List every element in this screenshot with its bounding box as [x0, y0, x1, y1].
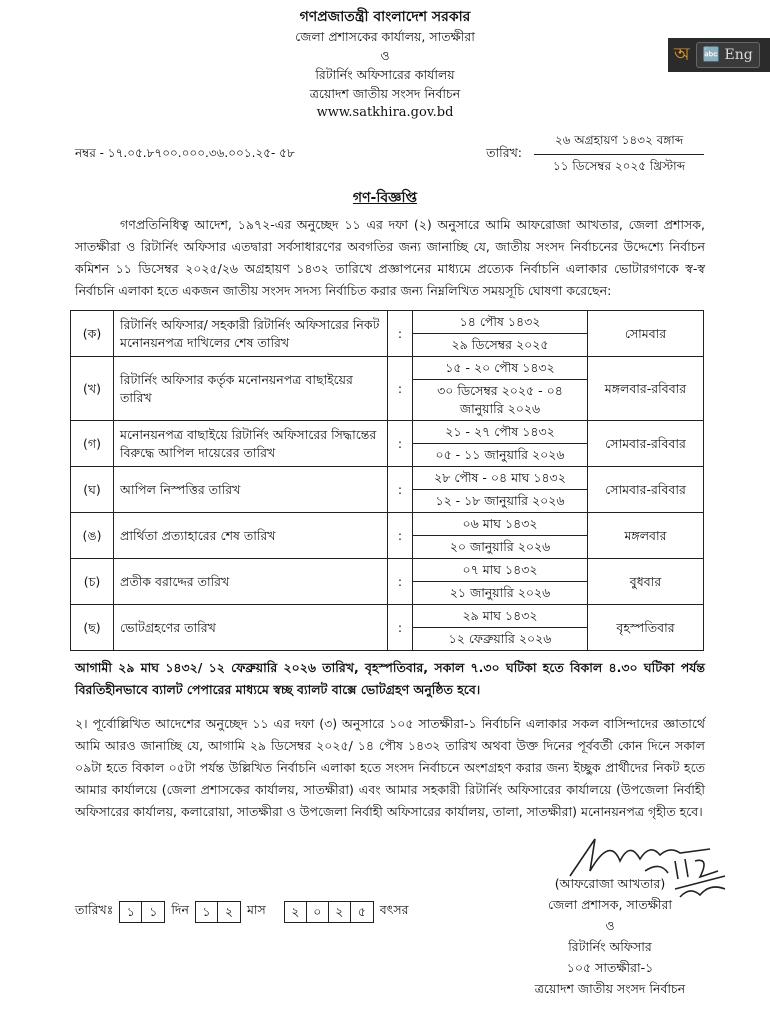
row-label: (চ) — [71, 559, 114, 605]
intro-paragraph: গণপ্রতিনিধিত্ব আদেশ, ১৯৭২-এর অনুচ্ছেদ ১১ এর দফা (২) অনুসারে আমি আফরোজা আখতার, জেলা প্রশাসক, সাতক্ষীরা ও রিটার্নিং অফিসার এতদ্বারা সর্বসাধারণের অবগতির জন্য জানাচ্ছি যে, জাতীয় সংসদ নির্বাচনের উদ্দেশ্যে নির্বাচন কমিশন ১১ ডিসেম্বর ২০২৫/২৬ অগ্রহায়ণ ১৪৩২ তারিখে প্রজ্ঞাপনের মাধ্যমে প্রত্যেক নির্বাচনি এলাকার ভোটারগণকে স্ব-স্ব নির্বাচনি এলাকা হতে একজন জাতীয় সংসদ সদস্য নির্বাচিত করার জন্য নিম্নলিখিত সময়সূচি ঘোষণা করেছেন: — [75, 217, 705, 298]
weekday: সোমবার-রবিবার — [588, 467, 704, 513]
paragraph-2: ২। পূর্বোল্লিখিত আদেশের অনুচ্ছেদ ১১ এর দফা (৩) অনুসারে ১০৫ সাতক্ষীরা-১ নির্বাচনি এলাকার সকল বাসিন্দাদের জ্ঞাতার্থে আমি আরও জানাচ্ছি যে, আগামি ২৯ ডিসেম্বর ২০২৫/ ১৪ পৌষ ১৪৩২ তারিখ অথবা উক্ত দিনের পূর্ববর্তী কোন দিনে সকাল ০৯টা হতে বিকাল ০৫টা পর্যন্ত উল্লিখিত নির্বাচনি এলাকা হতে সংসদ নির্বাচনে অংশগ্রহণ করার জন্য ইচ্ছুক প্রার্থীদের নিকট হতে আমার কার্যালয়ে (জেলা প্রশাসকের কার্যালয়, সাতক্ষীরা) এবং আমার সহকারী রিটার্নিং অফিসারের কার্যালয়ে (উপজেলা নির্বাহী অফিসারের কার্যালয়, কলারোয়া, সাতক্ষীরা ও উপজেলা নির্বাহী অফিসারের কার্যালয়, তালা, সাতক্ষীরা) মনোনয়নপত্র গৃহীত হবে। — [75, 716, 705, 819]
date-english: ২৯ ডিসেম্বর ২০২৫ — [413, 334, 588, 357]
digit: ২ — [224, 904, 234, 919]
weekday: বৃহস্পতিবার — [588, 605, 704, 651]
row-label: (ছ) — [71, 605, 114, 651]
weekday: সোমবার-রবিবার — [588, 421, 704, 467]
constituency: ১০৫ সাতক্ষীরা-১ — [566, 960, 654, 975]
bangla-input-icon[interactable]: অ — [674, 43, 690, 65]
row-colon: : — [388, 421, 413, 467]
schedule-row — [71, 421, 704, 444]
signature-block — [510, 873, 710, 999]
returning-office: রিটার্নিং অফিসারের কার্যালয় — [315, 67, 455, 82]
title-text: গণ-বিজ্ঞপ্তি — [352, 190, 418, 206]
memo-date — [534, 132, 704, 178]
english-language-button[interactable] — [696, 42, 760, 68]
schedule-row — [71, 467, 704, 490]
year-label: বৎসর — [379, 902, 409, 917]
row-description: রিটার্নিং অফিসার/ সহকারী রিটার্নিং অফিসারের নিকট মনোনয়নপত্র দাখিলের শেষ তারিখ — [114, 311, 388, 357]
digit: ১ — [149, 904, 158, 919]
weekday: সোমবার — [588, 311, 704, 357]
schedule-row — [71, 311, 704, 334]
weekday: মঙ্গলবার-রবিবার — [588, 357, 704, 421]
page-title — [0, 186, 770, 210]
voting-note: আগামী ২৯ মাঘ ১৪৩২/ ১২ ফেব্রুয়ারি ২০২৬ তারিখ, বৃহস্পতিবার, সকাল ৭.৩০ ঘটিকা হতে বিকাল ৪.৩০ ঘটিকা পর্যন্ত বিরতিহীনভাবে ব্যালট পেপারের মাধ্যমে স্বচ্ছ ব্যালট বাক্সে ভোটগ্রহণ অনুষ্ঠিত হবে। — [75, 660, 705, 697]
letterhead — [185, 8, 585, 122]
date-bangla: ২৯ মাঘ ১৪৩২ — [413, 605, 588, 628]
signatory-role: রিটার্নিং অফিসার — [568, 939, 652, 954]
signatory-name: (আফরোজা আখতার) — [554, 876, 666, 891]
row-description: মনোনয়নপত্র বাছাইয়ে রিটার্নিং অফিসারের সিদ্ধান্তের বিরুদ্ধে আপিল দায়েরের তারিখ — [114, 421, 388, 467]
date-bangla: ০৭ মাঘ ১৪৩২ — [413, 559, 588, 582]
schedule-row — [71, 513, 704, 536]
language-label: Eng — [724, 47, 753, 63]
day-label: দিন — [171, 902, 189, 917]
date-english: ১১ ডিসেম্বর ২০২৫ খ্রিস্টাব্দ — [552, 159, 686, 173]
date-bangla: ২১ - ২৭ পৌষ ১৪৩২ — [413, 421, 588, 444]
row-description: রিটার্নিং অফিসার কর্তৃক মনোনয়নপত্র বাছাইয়ের তারিখ — [114, 357, 388, 421]
language-bar[interactable] — [668, 38, 770, 72]
schedule-row — [71, 559, 704, 582]
date-bangla: ২৮ পৌষ - ০৪ মাঘ ১৪৩২ — [413, 467, 588, 490]
weekday: মঙ্গলবার — [588, 513, 704, 559]
bottom-section — [75, 831, 710, 999]
weekday: বুধবার — [588, 559, 704, 605]
conjunction: ও — [380, 48, 390, 63]
date-english: ১২ ফেব্রুয়ারি ২০২৬ — [413, 628, 588, 651]
digit: ২ — [329, 902, 351, 922]
row-label: (গ) — [71, 421, 114, 467]
date-bangla: ১৫ - ২০ পৌষ ১৪৩২ — [413, 357, 588, 380]
digit: ৫ — [357, 904, 366, 919]
row-colon: : — [388, 513, 413, 559]
memo-row — [75, 132, 704, 178]
row-description: প্রার্থিতা প্রত্যাহারের শেষ তারিখ — [114, 513, 388, 559]
date-bangla: ০৬ মাঘ ১৪৩২ — [413, 513, 588, 536]
row-description: প্রতীক বরাদ্দের তারিখ — [114, 559, 388, 605]
row-description: ভোটগ্রহণের তারিখ — [114, 605, 388, 651]
date-bangla: ২৬ অগ্রহায়ণ ১৪৩২ বঙ্গাব্দ — [534, 132, 704, 155]
digit: ১ — [196, 902, 218, 922]
row-colon: : — [388, 605, 413, 651]
election-schedule-table — [70, 310, 704, 651]
date-bangla: ১৪ পৌষ ১৪৩২ — [413, 311, 588, 334]
year-box — [284, 901, 374, 923]
govt-name: গণপ্রজাতন্ত্রী বাংলাদেশ সরকার — [299, 9, 471, 25]
website: www.satkhira.gov.bd — [316, 105, 454, 120]
schedule-row — [71, 357, 704, 380]
month-box — [195, 901, 241, 923]
election-name: ত্রয়োদশ জাতীয় সংসদ নির্বাচন — [309, 86, 461, 101]
row-colon: : — [388, 311, 413, 357]
date-boxes — [75, 901, 409, 923]
row-colon: : — [388, 357, 413, 421]
signature-area — [510, 831, 710, 999]
row-colon: : — [388, 559, 413, 605]
signatory-title: জেলা প্রশাসক, সাতক্ষীরা — [548, 897, 672, 912]
date-label: তারিখ: — [486, 145, 522, 160]
date-english: ১২ - ১৮ জানুয়ারি ২০২৬ — [413, 490, 588, 513]
row-label: (ঙ) — [71, 513, 114, 559]
row-colon: : — [388, 467, 413, 513]
memo-number: নম্বর - ১৭.০৫.৮৭০০.০০০.৩৬.০০১.২৫- ৫৮ — [75, 146, 295, 160]
row-label: (খ) — [71, 357, 114, 421]
date-english: ৩০ ডিসেম্বর ২০২৫ - ০৪ জানুয়ারি ২০২৬ — [413, 380, 588, 421]
digit: ২ — [285, 902, 307, 922]
election: ত্রয়োদশ জাতীয় সংসদ নির্বাচন — [534, 981, 686, 996]
date-english: ২০ জানুয়ারি ২০২৬ — [413, 536, 588, 559]
date-boxes-label: তারিখঃ — [75, 902, 114, 917]
day-box — [119, 901, 165, 923]
language-icon: 🔤 — [702, 47, 721, 63]
office-name: জেলা প্রশাসকের কার্যালয়, সাতক্ষীরা — [295, 29, 475, 44]
digit: ১ — [120, 902, 142, 922]
row-description: আপিল নিস্পত্তির তারিখ — [114, 467, 388, 513]
schedule-row — [71, 605, 704, 628]
date-english: ২১ জানুয়ারি ২০২৬ — [413, 582, 588, 605]
conjunction: ও — [605, 918, 615, 933]
digit: ০ — [307, 902, 329, 922]
row-label: (ক) — [71, 311, 114, 357]
month-label: মাস — [246, 902, 266, 917]
row-label: (ঘ) — [71, 467, 114, 513]
date-english: ০৫ - ১১ জানুয়ারি ২০২৬ — [413, 444, 588, 467]
